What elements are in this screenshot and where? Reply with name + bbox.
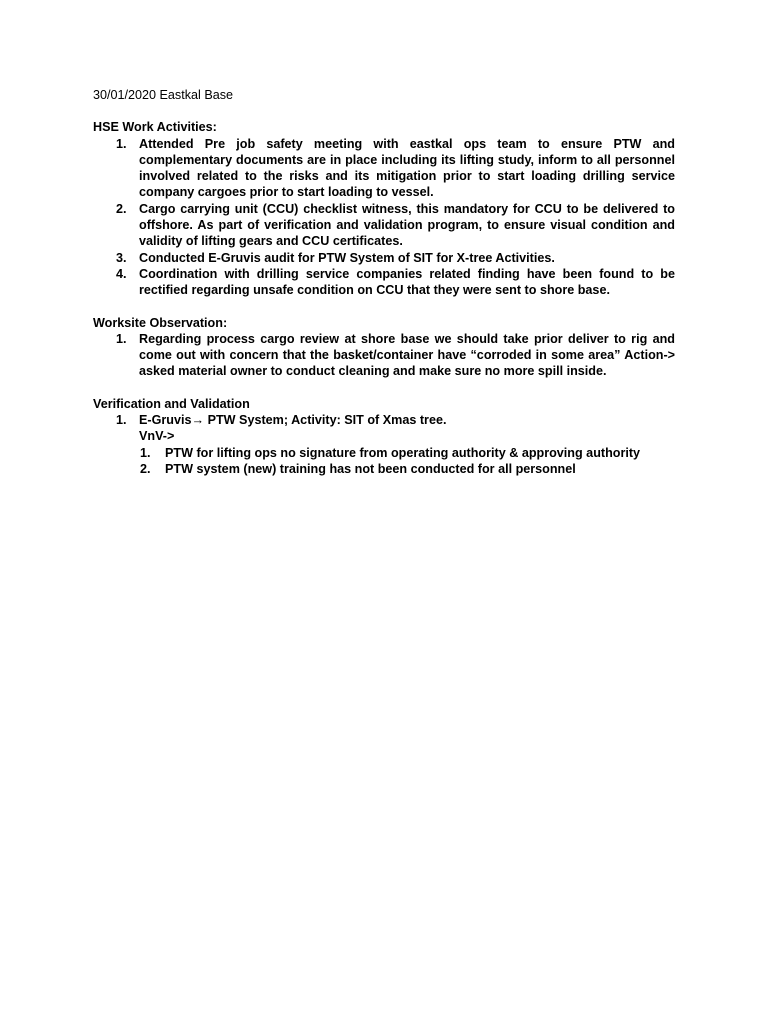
list-item-number: 4.: [116, 266, 127, 281]
worksite-observation-list: [93, 331, 675, 380]
hse-section-title: HSE Work Activities:: [93, 120, 217, 135]
list-item-number: 1.: [140, 445, 151, 460]
list-item-number: 2.: [116, 201, 127, 216]
list-item: [93, 250, 675, 266]
list-item-text: E-Gruvis→ PTW System; Activity: SIT of Xmas tree.: [139, 413, 447, 428]
hse-section: [93, 119, 675, 298]
list-item-text: Cargo carrying unit (CCU) checklist witness, this mandatory for CCU to be delivered to offshore. As part of verification and validation program, to ensure visual condition and validity of lifting gears and CCU certificates.: [139, 201, 675, 249]
list-item-number: 1.: [116, 413, 127, 428]
list-item-text: Coordination with drilling service companies related finding have been found to be rectified regarding unsafe condition on CCU that they were sent to shore base.: [139, 266, 675, 298]
list-item: [93, 266, 675, 299]
worksite-section-title: Worksite Observation:: [93, 315, 228, 330]
list-item: [93, 136, 675, 201]
list-item: [93, 445, 675, 461]
hse-activity-list: [93, 136, 675, 299]
vnv-finding-list: [93, 445, 675, 478]
list-item-number: 1.: [116, 136, 127, 151]
verification-list: [93, 412, 675, 428]
document-page: [93, 87, 675, 477]
worksite-section: [93, 315, 675, 380]
vnv-label: VnV->: [139, 429, 175, 444]
list-item-text: Attended Pre job safety meeting with eastkal ops team to ensure PTW and complementary documents are in place including its lifting study, inform to all personnel involved related to the risks and its mitigation prior to start loading drilling service company cargoes prior to start loading to vessel.: [139, 136, 675, 200]
list-item-number: 1.: [116, 331, 127, 346]
list-item-text: PTW system (new) training has not been conducted for all personnel: [165, 461, 576, 476]
verification-section: [93, 396, 675, 477]
list-item: [93, 412, 675, 428]
list-item-number: 3.: [116, 250, 127, 265]
list-item: [93, 331, 675, 380]
list-item-number: 2.: [140, 461, 151, 476]
list-item-text: Conducted E-Gruvis audit for PTW System of SIT for X-tree Activities.: [139, 250, 555, 265]
list-item-text: PTW for lifting ops no signature from operating authority & approving authority: [165, 445, 641, 460]
list-item: [93, 201, 675, 250]
list-item-text: Regarding process cargo review at shore base we should take prior deliver to rig and come out with concern that the basket/container have “corroded in some area” Action-> asked material owner to conduct cleaning and make sure no more spill inside.: [139, 331, 675, 379]
date-location-line: 30/01/2020 Eastkal Base: [93, 88, 234, 102]
list-item: [93, 461, 675, 477]
verification-section-title: Verification and Validation: [93, 396, 250, 411]
